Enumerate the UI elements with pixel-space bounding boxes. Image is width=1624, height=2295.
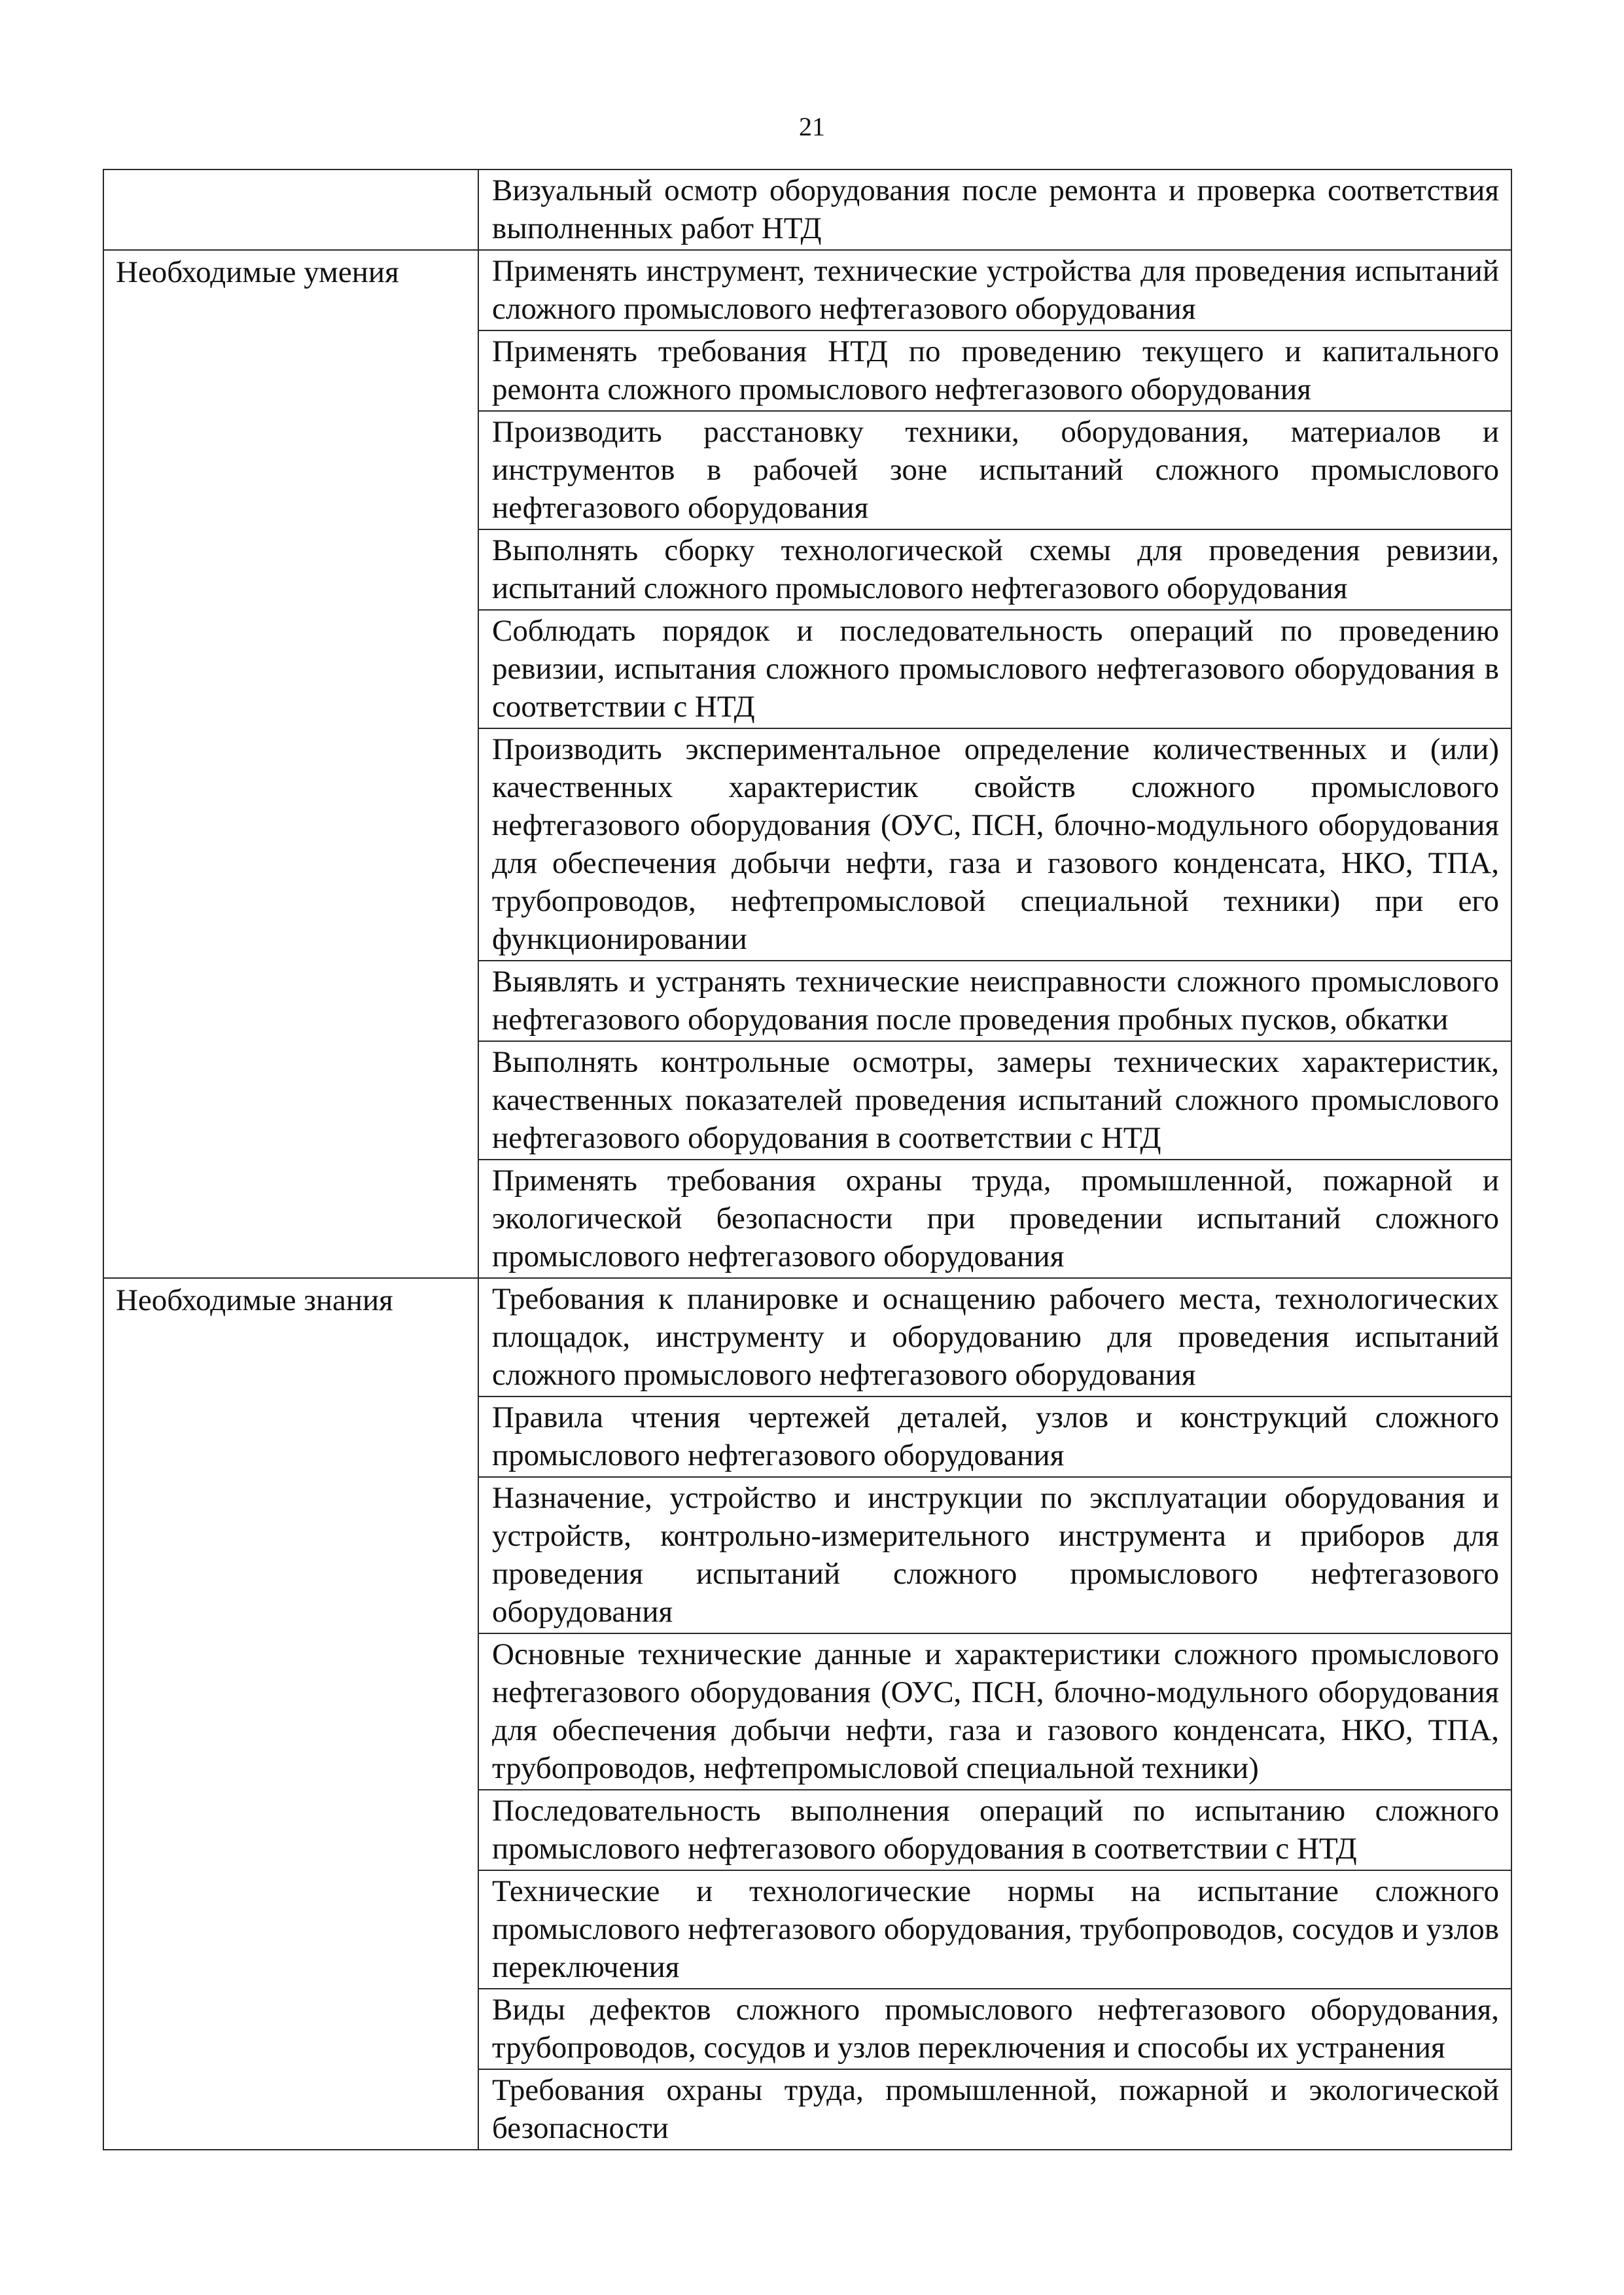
table-cell-text: Выполнять контрольные осмотры, замеры технических характеристик, качественных показателей проведения испытаний сложного промыслового нефтегазового оборудования в соответствии с НТД xyxy=(478,1041,1511,1160)
table-cell-text: Виды дефектов сложного промыслового нефтегазового оборудования, трубопроводов, сосудов и узлов переключения и способы их устранения xyxy=(478,1989,1511,2069)
table-cell-text: Применять требования НТД по проведению текущего и капитального ремонта сложного промыслового нефтегазового оборудования xyxy=(478,330,1511,411)
table-cell-text: Последовательность выполнения операций по испытанию сложного промыслового нефтегазового оборудования в соответствии с НТД xyxy=(478,1790,1511,1870)
table-cell-text: Производить экспериментальное определение количественных и (или) качественных характеристик свойств сложного промыслового нефтегазового оборудования (ОУС, ПСН, блочно-модульного оборудования для обеспечения добычи нефти, газа и газового конденсата, НКО, ТПА, трубопроводов, нефтепромысловой специальной техники) при его функционировании xyxy=(478,728,1511,961)
table-row xyxy=(103,1278,1511,1397)
table-cell-text: Применять инструмент, технические устройства для проведения испытаний сложного промыслового нефтегазового оборудования xyxy=(478,250,1511,330)
table-cell-text: Применять требования охраны труда, промышленной, пожарной и экологической безопасности при проведении испытаний сложного промыслового нефтегазового оборудования xyxy=(478,1160,1511,1278)
table-cell-text: Производить расстановку техники, оборудования, материалов и инструментов в рабочей зоне испытаний сложного промыслового нефтегазового оборудования xyxy=(478,411,1511,529)
table-cell-text: Соблюдать порядок и последовательность операций по проведению ревизии, испытания сложного промыслового нефтегазового оборудования в соответствии с НТД xyxy=(478,610,1511,728)
table-cell-text: Требования к планировке и оснащению рабочего места, технологических площадок, инструменту и оборудованию для проведения испытаний сложного промыслового нефтегазового оборудования xyxy=(478,1278,1511,1397)
table-cell-text: Визуальный осмотр оборудования после ремонта и проверка соответствия выполненных работ НТД xyxy=(478,169,1511,250)
table-cell-text: Назначение, устройство и инструкции по эксплуатации оборудования и устройств, контрольно-измерительного инструмента и приборов для проведения испытаний сложного промыслового нефтегазового оборудования xyxy=(478,1477,1511,1633)
row-label-continued xyxy=(103,169,478,250)
table-cell-text: Требования охраны труда, промышленной, пожарной и экологической безопасности xyxy=(478,2069,1511,2150)
table-cell-text: Выявлять и устранять технические неисправности сложного промыслового нефтегазового оборудования после проведения пробных пусков, обкатки xyxy=(478,961,1511,1041)
row-label-knowledge: Необходимые знания xyxy=(103,1278,478,2150)
row-label-skills: Необходимые умения xyxy=(103,250,478,1278)
table-row xyxy=(103,250,1511,330)
table-cell-text: Основные технические данные и характеристики сложного промыслового нефтегазового оборудования (ОУС, ПСН, блочно-модульного оборудования для обеспечения добычи нефти, газа и газового конденсата, НКО, ТПА, трубопроводов, нефтепромысловой специальной техники) xyxy=(478,1633,1511,1790)
table-cell-text: Правила чтения чертежей деталей, узлов и конструкций сложного промыслового нефтегазового оборудования xyxy=(478,1397,1511,1477)
competency-table xyxy=(103,169,1512,2150)
table-cell-text: Технические и технологические нормы на испытание сложного промыслового нефтегазового оборудования, трубопроводов, сосудов и узлов переключения xyxy=(478,1870,1511,1989)
table-row xyxy=(103,169,1511,250)
table-cell-text: Выполнять сборку технологической схемы для проведения ревизии, испытаний сложного промыслового нефтегазового оборудования xyxy=(478,529,1511,610)
page-number: 21 xyxy=(799,112,825,141)
